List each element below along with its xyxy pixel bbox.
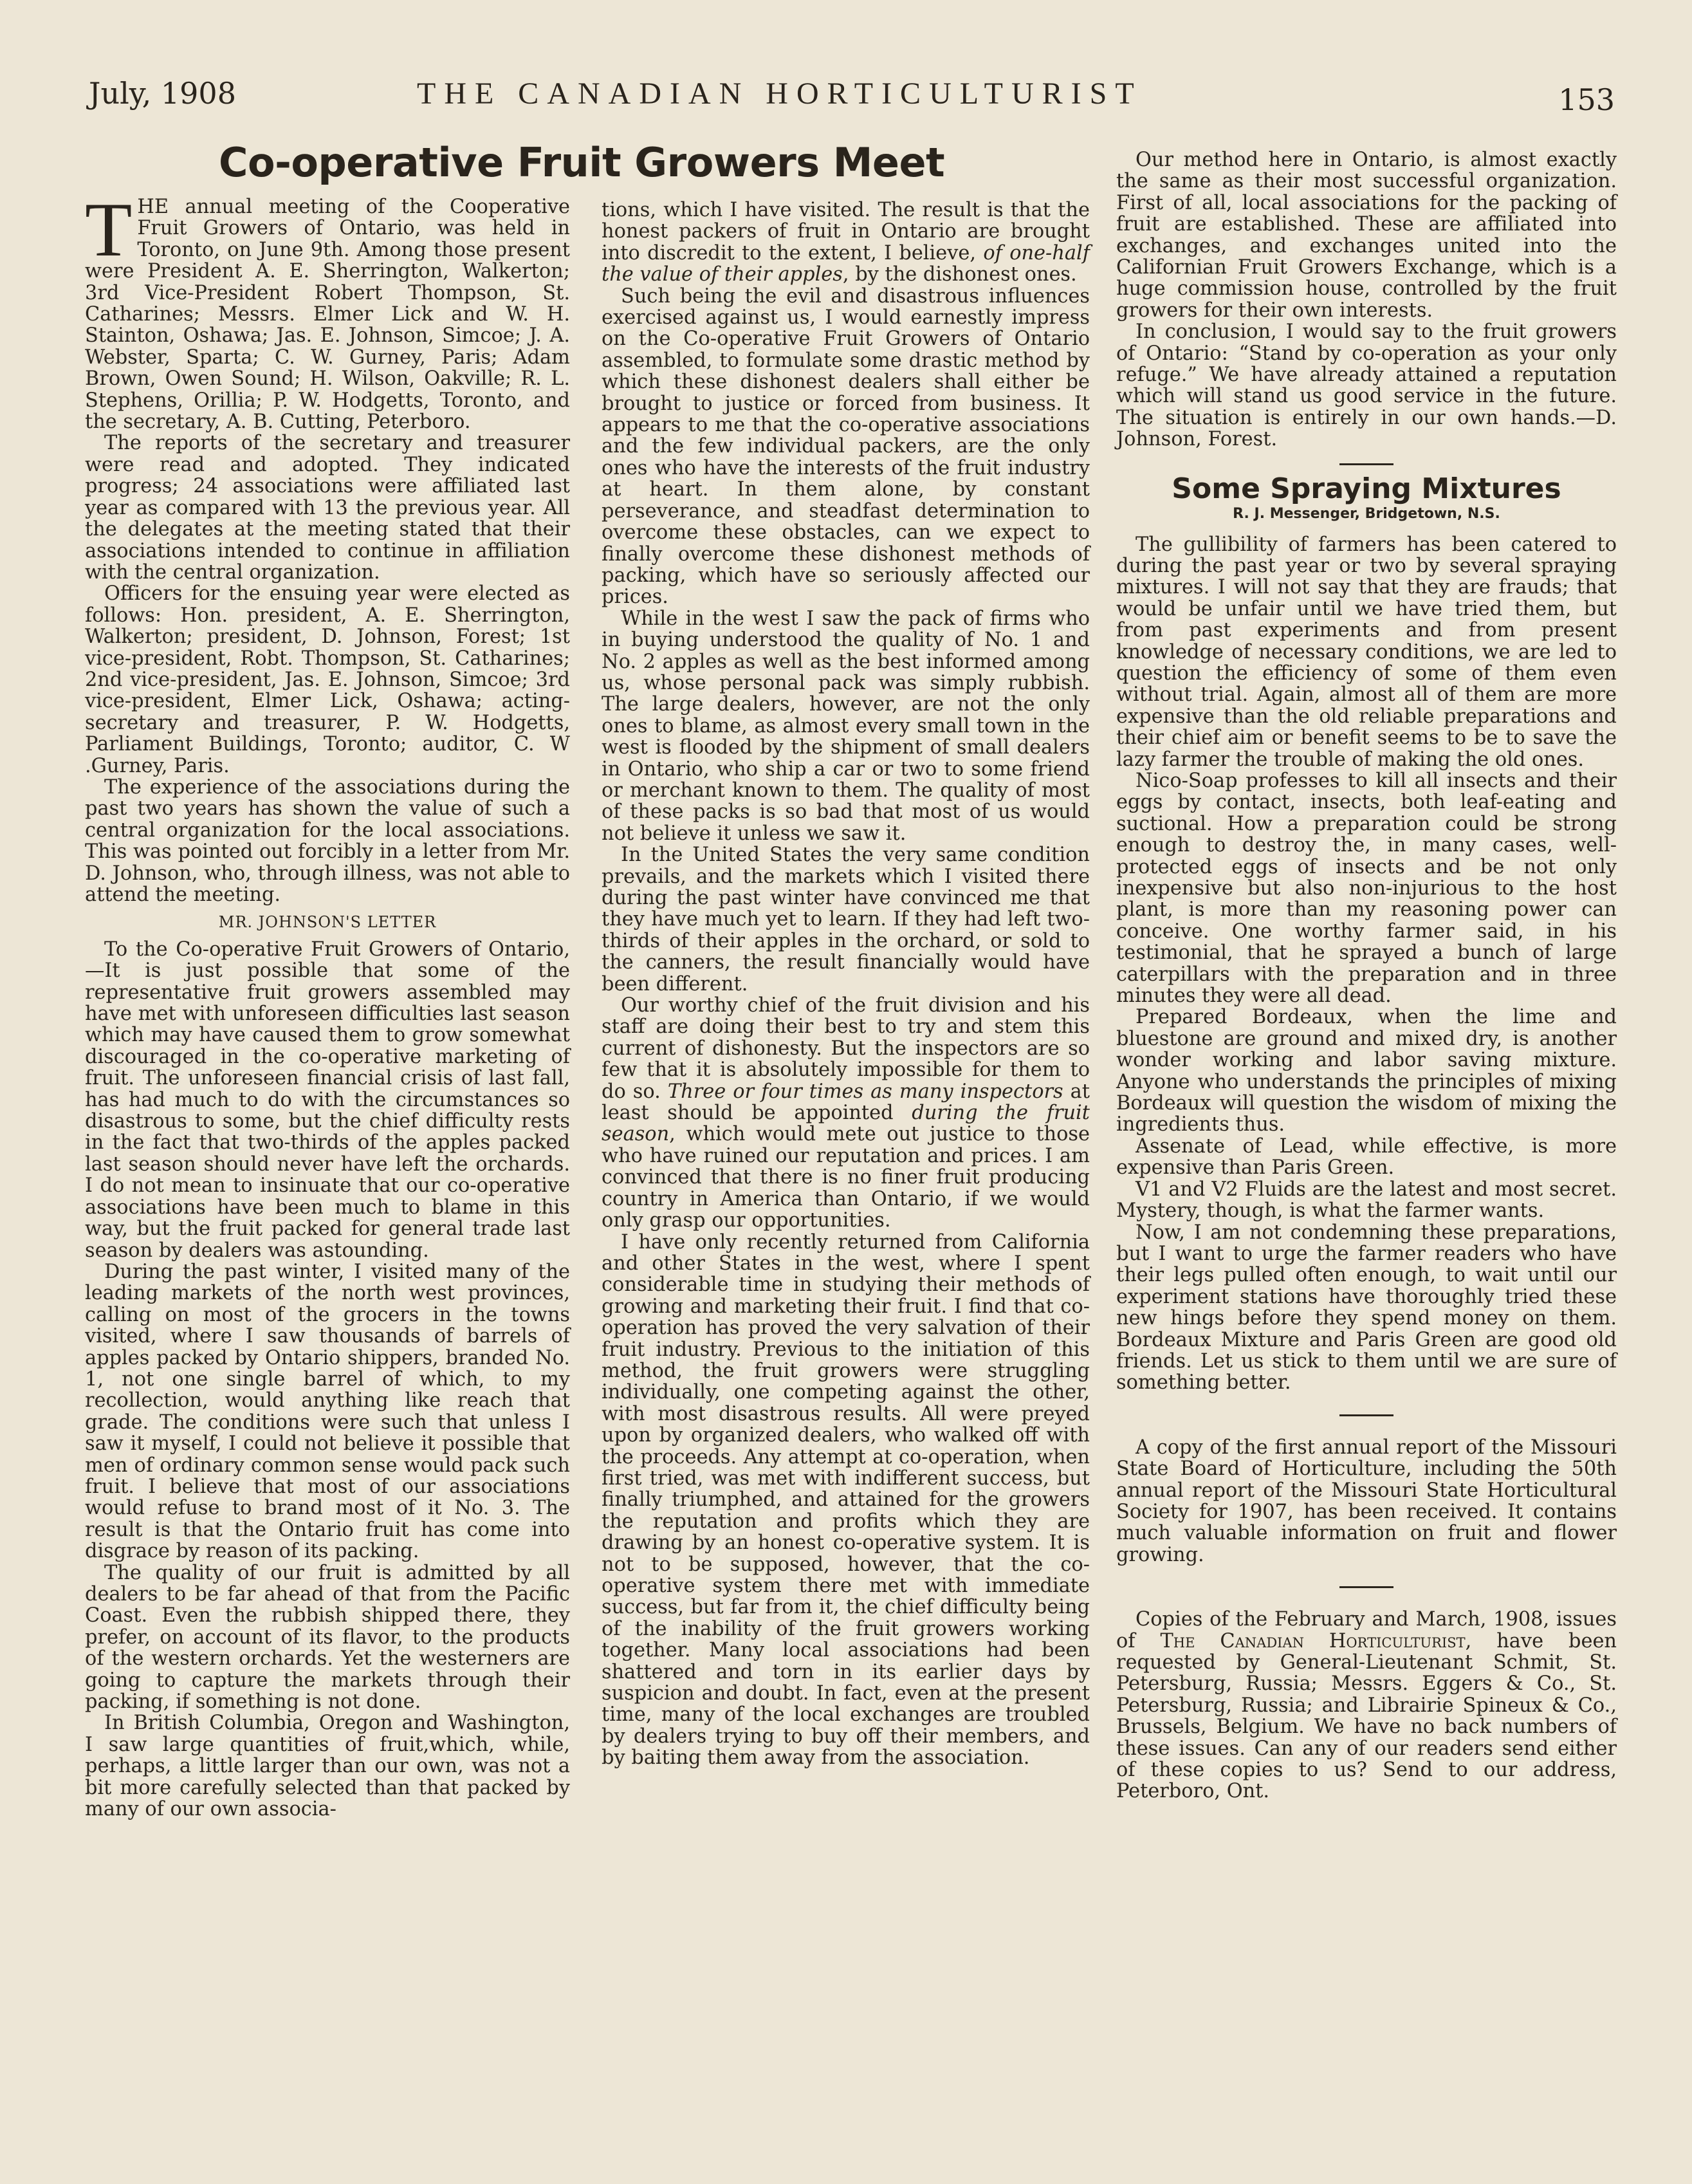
paragraph: Now, I am not condemning these preparations, but I want to urge the farmer readers who have their legs pulled often enough, to wait until our experiment stations have thoroughly tried these new hings before they spend money on them. Bordeaux Mixture and Paris Green are good old friends. Let us stick to them until we are sure of something better.	[1116, 1221, 1617, 1394]
divider-rule	[1339, 1586, 1393, 1588]
paragraph-text: tions, which I have visited. The result is that the honest packers of fruit in Ontario are brought into discredit to the extent, I believe,	[602, 199, 1090, 264]
paragraph-text: , by the dishonest ones.	[842, 263, 1077, 286]
paragraph: Nico-Soap professes to kill all insects and their eggs by contact, insects, both leaf-eating and suctional. How a preparation could be strong enough to destroy the, in many cases, well-protected eggs of insects and be not only inexpensive but also non-injurious to the host plant, is more than my reasoning power can conceive. One worthy farmer said, in his testimonial, that he sprayed a bunch of large caterpillars with the preparation and in three minutes they were all dead.	[1116, 769, 1617, 1008]
paragraph: In British Columbia, Oregon and Washington, I saw large quantities of fruit,which, while, perhaps, a little larger than our own, was not a bit more carefully selected than that packed by many of our own associa-	[85, 1712, 570, 1821]
paragraph: The reports of the secretary and treasurer were read and adopted. They indicated progress; 24 associations were affiliated last year as compared with 13 the previous year. All the delegates at the meeting stated that their associations intended to continue in affiliation with the central organization.	[85, 432, 570, 584]
journal-name-text: The Canadian Horticulturist	[1160, 1629, 1466, 1652]
paragraph	[602, 995, 1090, 1231]
paragraph: Such being the evil and disastrous influences exercised against us, I would earnestly impress on the Co-operative Fruit Growers of Ontario assembled, to formulate some drastic method by which these dishonest dealers shall either be brought to justice or forced from business. It appears to me that the co-operative associations and the few individual packers, are the only ones who have the interests of the fruit industry at heart. In them alone, by constant perseverance, and steadfast determination to overcome these obstacles, can we expect to finally overcome these dishonest methods of packing, which have so seriously affected our prices.	[602, 284, 1090, 609]
article-title-spraying: Some Spraying Mixtures	[1172, 472, 1561, 505]
paragraph: Assenate of Lead, while effective, is more expensive than Paris Green.	[1116, 1134, 1617, 1180]
divider-rule	[1339, 463, 1393, 465]
paragraph-text: Copies of the February and March, 1908, issues of	[1116, 1608, 1617, 1652]
paragraph	[602, 199, 1090, 286]
emphasis-text: of one-half the value of their apples	[602, 241, 1090, 286]
article-byline: R. J. Messenger, Bridgetown, N.S.	[1233, 506, 1500, 523]
paragraph	[85, 187, 570, 434]
paragraph: In the United States the very same condition prevails, and the markets which I visited there during the past winter have convinced me that they have much yet to learn. If they had left two-thirds of their apples in the orchard, or sold to the canners, the result financially would have been different.	[602, 844, 1090, 995]
paragraph-text: , have been requested by General-Lieutenant Schmit, St. Petersburg, Russia; Messrs. Eggers & Co., St. Petersburg, Russia; and Librairie Spineux & Co., Brussels, Belgium. We have no back numbers of these issues. Can any of our readers send either of these copies to us? Send to our address, Peterboro, Ont.	[1116, 1629, 1617, 1803]
paragraph: The experience of the associations during the past two years has shown the value of such a central organization for the local associations. This was pointed out forcibly in a letter from Mr. D. Johnson, who, through illness, was not able to attend the meeting.	[85, 775, 570, 906]
paragraph: The quality of our fruit is admitted by all dealers to be far ahead of that from the Pacific Coast. Even the rubbish shipped there, they prefer, on account of its flavor, to the products of the western orchards. Yet the westerners are going to capture the markets through their packing, if something is not done.	[85, 1561, 570, 1714]
running-header	[89, 76, 1620, 121]
paragraph-text: at least should be appointed	[602, 1080, 1090, 1125]
notice-paragraph: A copy of the first annual report of the Missouri State Board of Horticulture, including the 50th annual report of the Missouri State Horticultural Society for 1907, has been received. It contains much valuable information on fruit and flower growing.	[1116, 1436, 1617, 1566]
issue-date: July, 1908	[89, 76, 236, 111]
column-2	[602, 199, 1090, 1769]
paragraph: In conclusion, I would say to the fruit growers of Ontario: “Stand by co-operation as your only refuge.” We have already attained a reputation which will stand us good service in the future. The situation is entirely in our own hands.—D. Johnson, Forest.	[1116, 320, 1617, 451]
notice-paragraph	[1116, 1609, 1617, 1802]
paragraph: Our method here in Ontario, is almost exactly the same as their most successful organization. First of all, local associations for the packing of fruit are established. These are affiliated into exchanges, and exchanges united into the Californian Fruit Growers Exchange, which is a huge commission house, controlled by the fruit growers for their own interests.	[1116, 149, 1617, 322]
column-3	[1116, 149, 1617, 1802]
paragraph: V1 and V2 Fluids are the latest and most secret. Mystery, though, is what the farmer wants.	[1116, 1178, 1617, 1223]
paragraph-text: HE annual meeting of the Cooperative Fruit Growers of Ontario, was held in Toronto, on June 9th. Among those present were President A. E. Sherrington, Walkerton; 3rd Vice-President Robert Thompson, St. Catharines; Messrs. Elmer Lick and W. H. Stainton, Oshawa; Jas. E. Johnson, Simcoe; J. A. Webster, Sparta; C. W. Gurney, Paris; Adam Brown, Owen Sound; H. Wilson, Oakville; R. L. Stephens, Orillia; P. W. Hodgetts, Toronto, and the secretary, A. B. Cutting, Peterboro.	[85, 196, 570, 434]
page-number: 153	[1558, 82, 1615, 117]
paragraph: The gullibility of farmers has been catered to during the past year or two by several spraying mixtures. I will not say that they are frauds; that would be unfair until we have tried them, but from past experiments and from present knowledge of necessary conditions, we are led to question the efficiency of some of them even without trial. Again, almost all of them are more expensive than the old reliable preparations and their chief aim or benefit seems to be to save the lazy farmer the trouble of making the old ones.	[1116, 533, 1617, 771]
paragraph: Prepared Bordeaux, when the lime and bluestone are ground and mixed dry, is another wonder working and labor saving mixture. Anyone who understands the principles of mixing Bordeaux will question the wisdom of mixing the ingredients thus.	[1116, 1006, 1617, 1136]
paragraph-text: , which would mete out justice to those who have ruined our reputation and prices. I am convinced that there is no finer fruit producing country in America than Ontario, if we would only grasp our opportunities.	[602, 1123, 1090, 1232]
emphasis-text: during the fruit season	[602, 1102, 1090, 1146]
article-title-cooperative: Co-operative Fruit Growers Meet	[219, 139, 945, 186]
divider-rule	[1339, 1414, 1393, 1416]
paragraph: To the Co-operative Fruit Growers of Ontario,—It is just possible that some of the representative fruit growers assembled may have met with unforeseen difficulties last season which may have caused them to grow somewhat discouraged in the co-operative marketing of fruit. The unforeseen financial crisis of last fall, has had much to do with the circumstances so disastrous to some, but the chief difficulty rests in the fact that two-thirds of the apples packed last season should never have left the orchards. I do not mean to insinuate that our co-operative associations have been much to blame in this way, but the fruit packed for general trade last season by dealers was astounding.	[85, 938, 570, 1262]
column-1	[85, 187, 570, 1821]
paragraph: During the past winter, I visited many of the leading markets of the north west provinces, calling on most of the grocers in the towns visited, where I saw thousands of barrels of apples packed by Ontario shippers, branded No. 1, not one single barrel of which, to my recollection, would anything like reach that grade. The conditions were such that unless I saw it myself, I could not believe it possible that men of ordinary common sense would pack such fruit. I believe that most of our associations would refuse to brand most of it No. 3. The result is that the Ontario fruit has come into disgrace by reason of its packing.	[85, 1260, 570, 1563]
journal-title: THE CANADIAN HORTICULTURIST	[417, 77, 1143, 111]
paragraph-text: Our worthy chief of the fruit division and his staff are doing their best to try and stem this current of dishonesty. But the inspectors are so few that it is absolutely impossible for them to do so.	[602, 994, 1090, 1103]
paragraph: While in the west I saw the pack of firms who in buying understood the quality of No. 1 and No. 2 apples as well as the best informed among us, whose personal pack was simply rubbish. The large dealers, however, are not the only ones to blame, as almost every small town in the west is flooded by the shipment of small dealers in Ontario, who ship a car or two to some friend or merchant known to them. The quality of most of these packs is so bad that most of us would not believe it unless we saw it.	[602, 607, 1090, 845]
emphasis-text: Three or four times as many inspectors	[667, 1080, 1063, 1103]
drop-cap: T	[85, 187, 133, 272]
section-subhead: MR. JOHNSON'S LETTER	[218, 913, 437, 932]
paragraph: I have only recently returned from California and other States in the west, where I spent considerable time in studying their methods of growing and marketing their fruit. I find that co-operation has proved the very salvation of their fruit industry. Previous to the initiation of this method, the fruit growers were struggling individually, one competing against the other, with most disastrous results. All were preyed upon by organized dealers, who walked off with the proceeds. Any attempt at co-operation, when first tried, was met with indifferent success, but finally triumphed, and attained for the growers the reputation and profits which they are drawing by an honest co-operative system. It is not to be supposed, however, that the co-operative system there met with immediate success, but far from it, the chief difficulty being of the inability of the fruit growers working together. Many local associations had been shattered and torn in its earlier days by suspicion and doubt. In fact, even at the present time, many of the local exchanges are troubled by dealers trying to buy off their members, and by baiting them away from the association.	[602, 1230, 1090, 1770]
paragraph: Officers for the ensuing year were elected as follows: Hon. president, A. E. Sherrington, Walkerton; president, D. Johnson, Forest; 1st vice-president, Robt. Thompson, St. Catharines; 2nd vice-president, Jas. E. Johnson, Simcoe; 3rd vice-president, Elmer Lick, Oshawa; acting-secretary and treasurer, P. W. Hodgetts, Parliament Buildings, Toronto; auditor, C. W .Gurney, Paris.	[85, 582, 570, 777]
